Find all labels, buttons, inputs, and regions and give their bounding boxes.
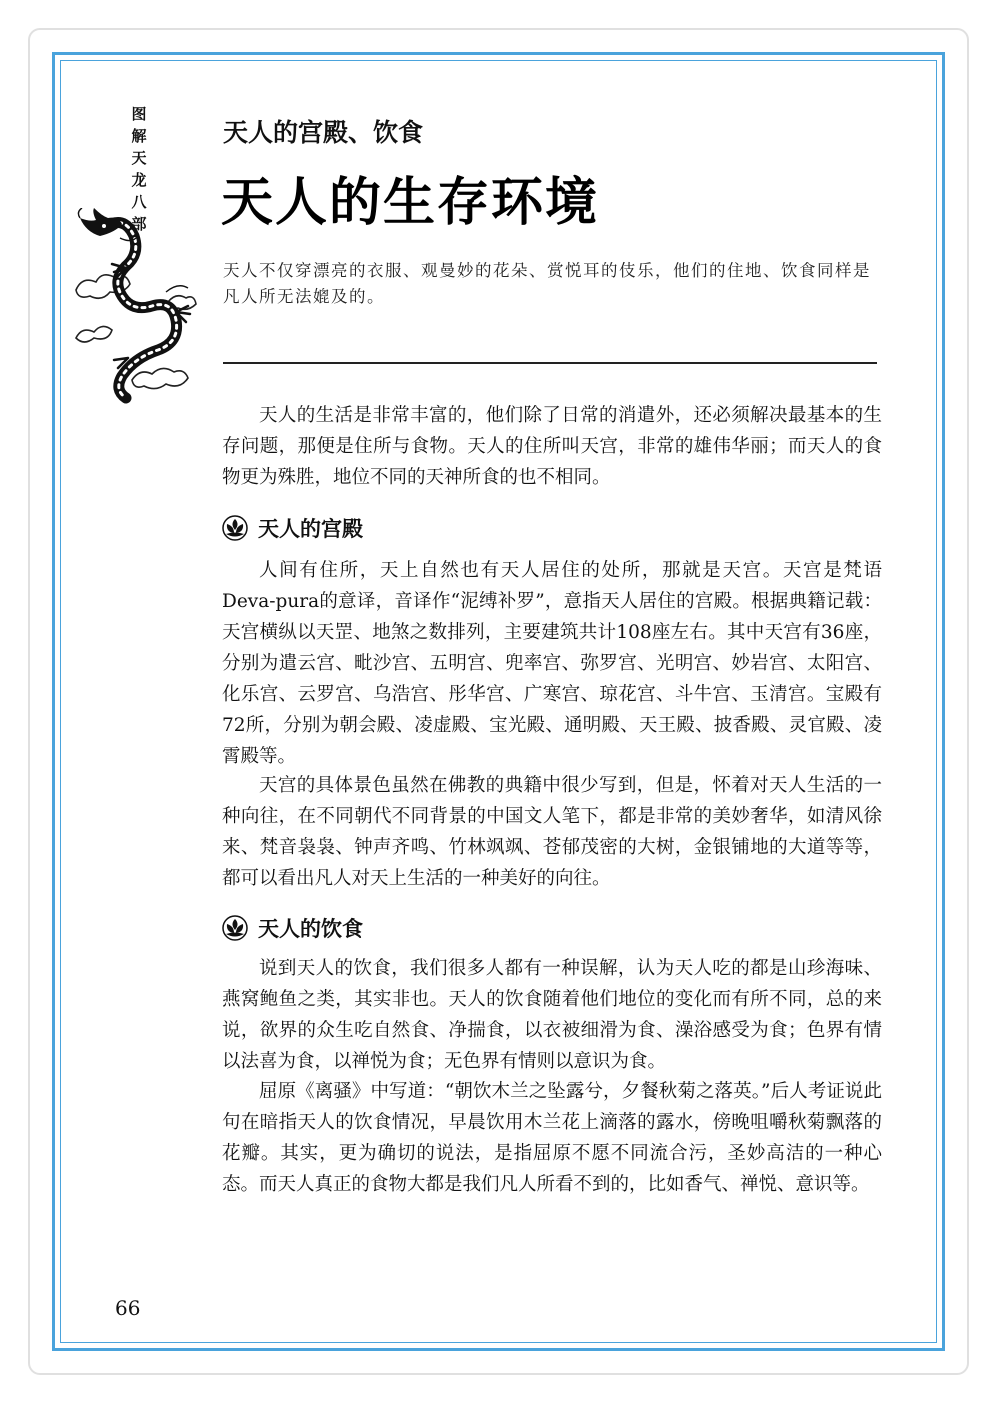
series-char: 八 [131,193,147,211]
food-paragraph-1: 说到天人的饮食，我们很多人都有一种误解，认为天人吃的都是山珍海味、燕窝鲍鱼之类，其实非也。天人的饮食随着他们地位的变化而有所不同，总的来说，欲界的众生吃自然食、净揣食，以衣被细滑为食、澡浴感受为食；色界有情以法喜为食，以禅悦为食；无色界有情则以意识为食。 [222,958,882,1072]
series-char: 解 [131,127,147,145]
section-heading-food [222,913,363,943]
section-heading-label: 天人的宫殿 [258,517,363,541]
page-number: 66 [115,1296,141,1320]
food-paragraph-2: 屈原《离骚》中写道：“朝饮木兰之坠露兮，夕餐秋菊之落英。”后人考证说此句在暗指天人的饮食情况，早晨饮用木兰花上滴落的露水，傍晚咀嚼秋菊飘落的花瓣。其实，更为确切的说法，是指屈原不愿不同流合污，圣妙高洁的一种心态。而天人真正的食物大都是我们凡人所看不到的，比如香气、禅悦、意识等。 [222,1081,882,1195]
opening-paragraph: 天人的生活是非常丰富的，他们除了日常的消遣外，还必须解决最基本的生存问题，那便是住所与食物。天人的住所叫天宫，非常的雄伟华丽；而天人的食物更为殊胜，地位不同的天神所食的也不相同。 [222,405,882,488]
divider-line [223,362,877,364]
page-title: 天人的生存环境 [221,173,600,233]
series-char: 部 [131,215,147,233]
chapter-subtitle: 天人的宫殿、饮食 [223,118,424,147]
section-heading-palace [222,513,363,543]
palace-paragraph-2: 天宫的具体景色虽然在佛教的典籍中很少写到，但是，怀着对天人生活的一种向往，在不同朝代不同背景的中国文人笔下，都是非常的美妙奢华，如清风徐来、梵音袅袅、钟声齐鸣、竹林飒飒、苍郁茂密的大树，金银铺地的大道等等，都可以看出凡人对天上生活的一种美好的向往。 [222,775,882,889]
lotus-icon [222,515,248,541]
series-char: 图 [131,105,147,123]
dragon-illustration [72,208,202,408]
palace-paragraph-1: 人间有住所，天上自然也有天人居住的处所，那就是天宫。天宫是梵语Deva-pura的意译，音译作“泥缚补罗”，意指天人居住的宫殿。根据典籍记载：天宫横纵以天罡、地煞之数排列，主要建筑共计108座左右。其中天宫有36座，分别为遣云宫、毗沙宫、五明宫、兜率宫、弥罗宫、光明宫、妙岩宫、太阳宫、化乐宫、云罗宫、乌浩宫、彤华宫、广寒宫、琼花宫、斗牛宫、玉清宫。宝殿有72所，分别为朝会殿、凌虚殿、宝光殿、通明殿、天王殿、披香殿、灵官殿、凌霄殿等。 [222,560,882,767]
lotus-icon [222,915,248,941]
series-char: 天 [131,149,147,167]
intro-text: 天人不仅穿漂亮的衣服、观曼妙的花朵、赏悦耳的伎乐，他们的住地、饮食同样是凡人所无法媲及的。 [223,261,871,306]
series-char: 龙 [131,171,147,189]
section-heading-label: 天人的饮食 [258,917,363,941]
